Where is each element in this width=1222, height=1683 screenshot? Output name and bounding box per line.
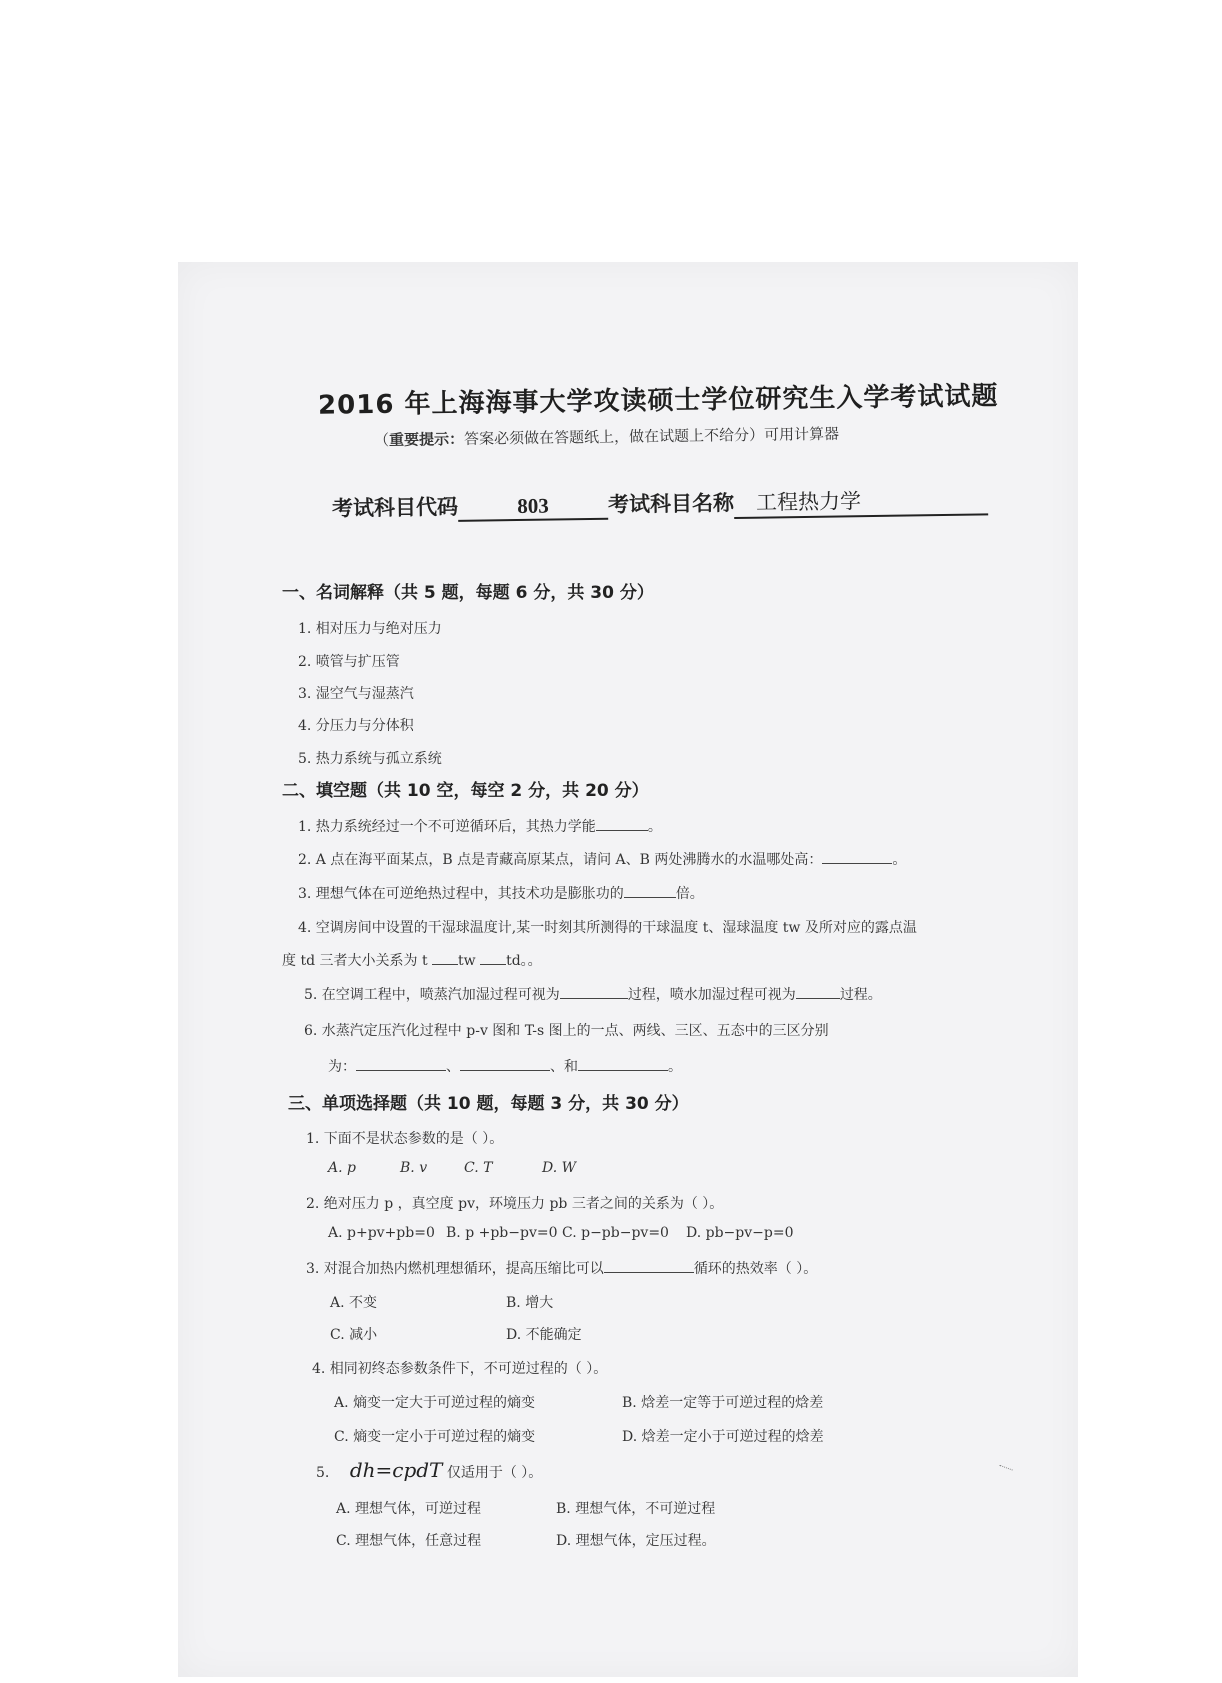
question-end: td。。: [506, 953, 542, 969]
section-1-heading: 一、名词解释（共 5 题，每题 6 分，共 30 分）: [282, 583, 654, 603]
choice-option: B. 焓差一定等于可逆过程的焓差: [622, 1395, 824, 1411]
answer-blank: [480, 952, 506, 965]
notice-text: 答案必须做在答题纸上，做在试题上不给分）可用计算器: [463, 424, 840, 448]
answer-blank: [432, 952, 458, 965]
choice-option: D. 焓差一定小于可逆过程的焓差: [622, 1429, 824, 1445]
exam-notice: [374, 423, 839, 450]
pencil-mark: [997, 1465, 1013, 1476]
subject-info-line: [332, 483, 988, 524]
section-1-item: 2. 喷管与扩压管: [298, 654, 400, 670]
choice-question-2: 2. 绝对压力 p ，真空度 pv，环境压力 pb 三者之间的关系为（ ）。: [306, 1196, 724, 1212]
fill-question-cont: [328, 1056, 682, 1076]
choice-option: A. 熵变一定大于可逆过程的熵变: [334, 1395, 536, 1411]
choice-question-1: 1. 下面不是状态参数的是（ ）。: [306, 1131, 504, 1147]
choice-option: D. pb−pv−p=0: [686, 1225, 794, 1241]
choice-option: A. 理想气体，可逆过程: [336, 1501, 482, 1517]
question-text: 为：: [328, 1059, 356, 1075]
question-text: 3. 理想气体在可逆绝热过程中，其技术功是膨胀功的: [298, 886, 624, 902]
choice-question-5: [316, 1458, 542, 1482]
enthalpy-formula: dh=cpdT: [349, 1458, 443, 1482]
choice-option: D. 不能确定: [506, 1327, 582, 1343]
question-text: 循环的热效率（ ）。: [693, 1261, 818, 1277]
question-end: 。: [892, 852, 907, 868]
section-3-heading: 三、单项选择题（共 10 题，每题 3 分，共 30 分）: [288, 1094, 689, 1114]
question-text: 、: [446, 1059, 460, 1075]
fill-question: 6. 水蒸汽定压汽化过程中 p-v 图和 T-s 图上的一点、两线、三区、五态中的三区分别: [304, 1023, 829, 1039]
choice-option: A. p+pv+pb=0: [328, 1225, 435, 1241]
question-end: 。: [668, 1059, 682, 1075]
exam-sheet: [178, 262, 1078, 1677]
choice-option: C. T: [464, 1160, 493, 1176]
question-text: 2. A 点在海平面某点，B 点是青藏高原某点，请问 A、B 两处沸腾水的水温哪处高：: [298, 852, 823, 868]
question-text: 5. 在空调工程中，喷蒸汽加湿过程可视为: [304, 987, 560, 1003]
answer-blank: [796, 986, 840, 999]
answer-blank: [604, 1260, 694, 1273]
choice-option: C. 理想气体，任意过程: [336, 1533, 482, 1549]
question-text: 度 td 三者大小关系为 t: [282, 953, 433, 969]
question-end: 倍。: [675, 886, 704, 902]
section-1-item: 1. 相对压力与绝对压力: [298, 621, 442, 637]
answer-blank: [624, 885, 676, 898]
choice-option: B. v: [400, 1160, 428, 1176]
subject-code-label: 考试科目代码: [331, 494, 459, 521]
notice-label: 重要提示：: [388, 429, 465, 450]
fill-question: [298, 816, 662, 836]
question-text: 过程，喷水加湿过程可视为: [627, 987, 796, 1003]
choice-option: A. p: [328, 1160, 356, 1176]
fill-question-cont: [282, 950, 542, 970]
question-text: 3. 对混合加热内燃机理想循环，提高压缩比可以: [306, 1261, 604, 1277]
choice-option: B. 理想气体，不可逆过程: [556, 1501, 716, 1517]
fill-question: [304, 984, 882, 1004]
choice-question-4: 4. 相同初终态参数条件下，不可逆过程的（ ）。: [312, 1361, 608, 1377]
choice-option: B. 增大: [506, 1295, 554, 1311]
fill-question: [298, 883, 704, 903]
question-text: 1. 热力系统经过一个不可逆循环后，其热力学能: [298, 819, 596, 835]
question-text: 仅适用于（ ）。: [446, 1465, 543, 1481]
subject-name-value: 工程热力学: [734, 483, 988, 519]
section-2-heading: 二、填空题（共 10 空，每空 2 分，共 20 分）: [282, 781, 649, 801]
subject-code-value: 803: [458, 493, 608, 522]
answer-blank: [460, 1058, 550, 1071]
question-text: tw: [458, 953, 481, 969]
question-end: 。: [647, 819, 662, 835]
section-1-item: 4. 分压力与分体积: [298, 718, 414, 734]
section-1-item: 5. 热力系统与孤立系统: [298, 751, 442, 767]
notice-open-paren: （: [373, 431, 390, 450]
choice-option: C. 减小: [330, 1327, 378, 1343]
choice-question-3: [306, 1258, 817, 1278]
question-number: 5.: [316, 1465, 330, 1481]
choice-option: D. W: [542, 1160, 577, 1176]
fill-question: [298, 849, 906, 869]
choice-option: B. p +pb−pv=0: [446, 1225, 558, 1241]
answer-blank: [822, 851, 892, 864]
answer-blank: [356, 1058, 446, 1071]
question-text: 、和: [550, 1059, 578, 1075]
answer-blank: [578, 1058, 668, 1071]
fill-question: 4. 空调房间中设置的干湿球温度计,某一时刻其所测得的干球温度 t、湿球温度 tw 及所对应的露点温: [298, 920, 917, 936]
choice-option: D. 理想气体，定压过程。: [556, 1533, 716, 1549]
question-end: 过程。: [839, 987, 882, 1003]
subject-name-label: 考试科目名称: [607, 490, 735, 517]
choice-option: C. 熵变一定小于可逆过程的熵变: [334, 1429, 536, 1445]
choice-option: A. 不变: [330, 1295, 378, 1311]
answer-blank: [596, 818, 648, 831]
exam-title: 2016 年上海海事大学攻读硕士学位研究生入学考试试题: [317, 381, 999, 421]
choice-option: C. p−pb−pv=0: [562, 1225, 669, 1241]
section-1-item: 3. 湿空气与湿蒸汽: [298, 686, 414, 702]
answer-blank: [560, 986, 628, 999]
